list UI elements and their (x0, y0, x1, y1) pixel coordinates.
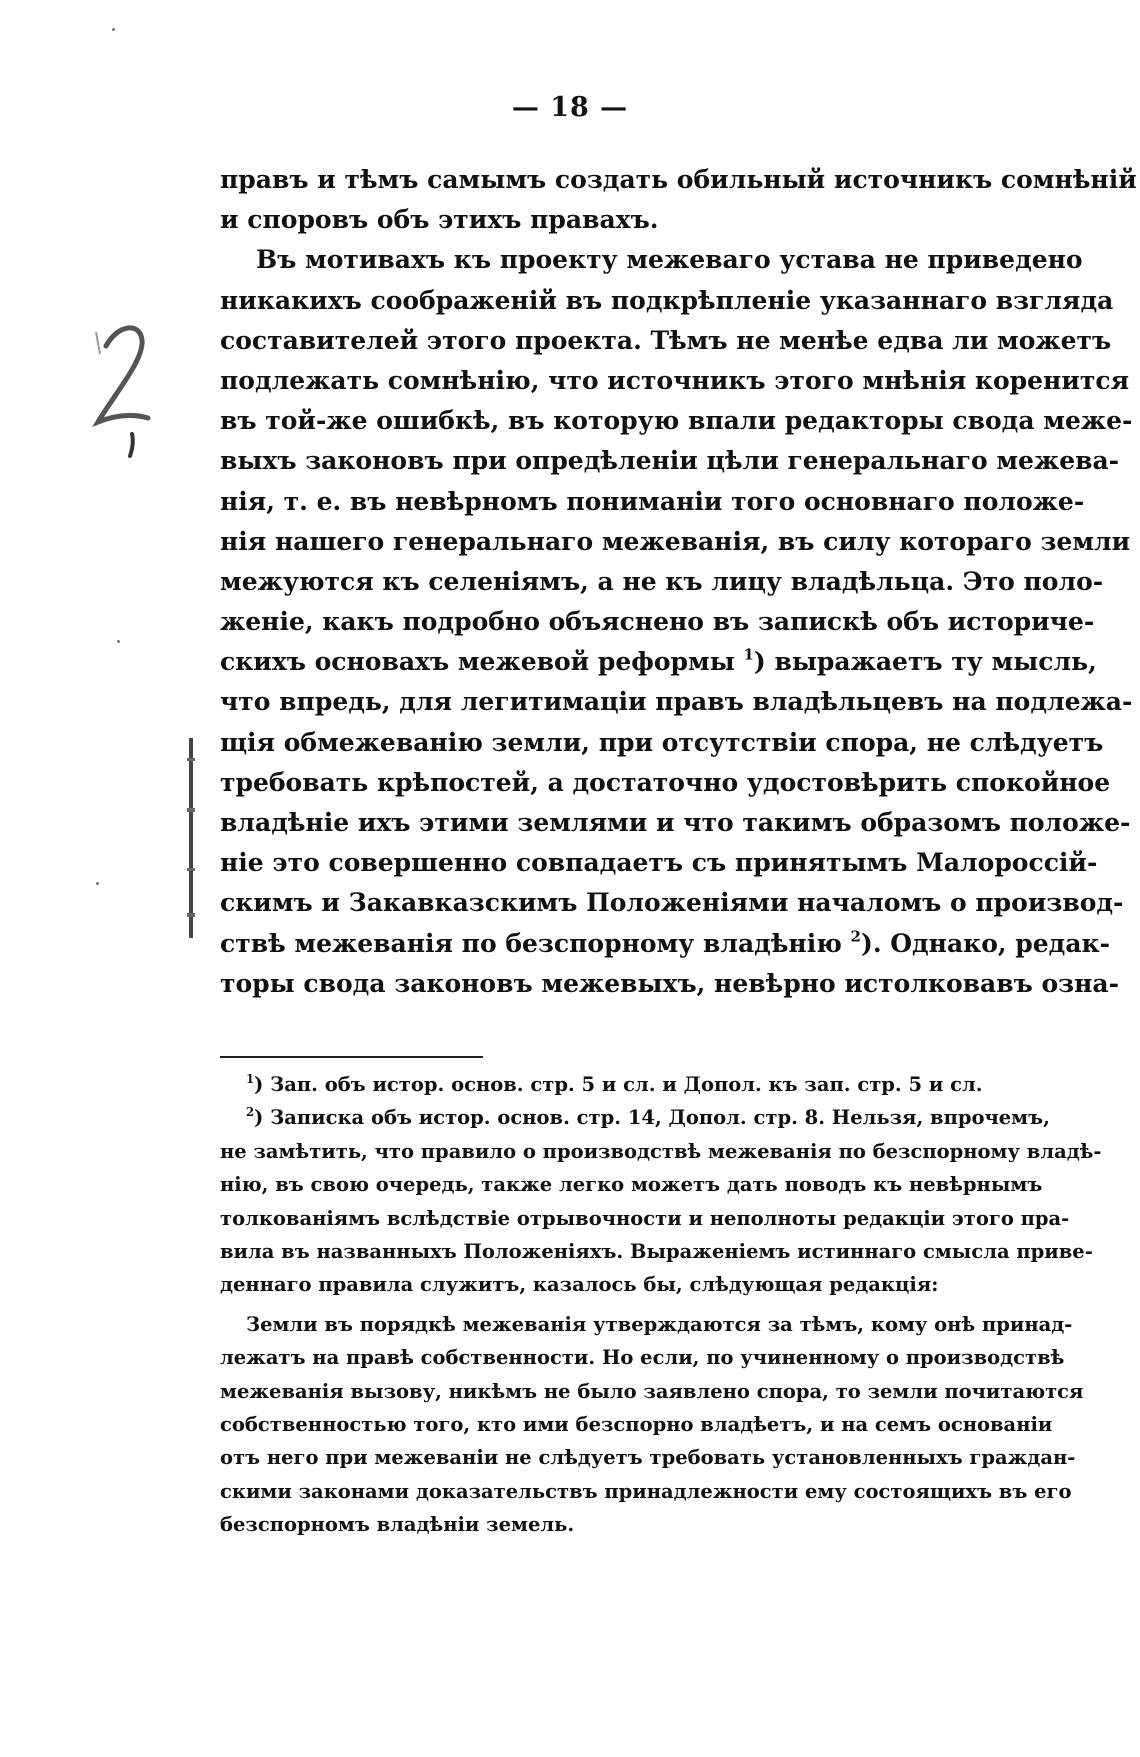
text-line: торы свода законовъ межевыхъ, невѣрно истолковавъ озна- (220, 968, 1119, 998)
text-line: скимъ и Закавказскимъ Положеніями началомъ о производ- (220, 888, 1124, 918)
footnote-line: толкованіямъ вслѣдствіе отрывочности и неполноты редакціи этого пра- (220, 1206, 1070, 1230)
text-line: правъ и тѣмъ самымъ создать обильный источникъ сомнѣній (220, 165, 1137, 194)
text-line: нія, т. е. въ невѣрномъ пониманіи того основнаго положе- (220, 486, 1085, 516)
paper-speck (112, 28, 115, 31)
footnote-line: не замѣтить, что правило о производствѣ межеванія по безспорному владѣ- (220, 1139, 1102, 1163)
text-fragment: выражаетъ ту мысль, (774, 647, 1097, 677)
text-line: женіе, какъ подробно объяснено въ запискѣ объ историче- (220, 607, 1095, 637)
text-line: выхъ законовъ при опредѣленіи цѣли генеральнаго межева- (220, 446, 1120, 476)
page-number: — 18 — (511, 92, 629, 123)
quote-line: Земли въ порядкѣ межеванія утверждаются за тѣмъ, кому онѣ принад- (246, 1312, 1073, 1336)
footnote-2: $^2$) Записка объ истор. основ. стр. 14, Допол. стр. 8. Нельзя, впрочемъ, (246, 1105, 1050, 1130)
text-line: и споровъ объ этихъ правахъ. (220, 205, 659, 235)
quote-line: отъ него при межеваніи не слѣдуетъ требовать установленныхъ граждан- (220, 1446, 1076, 1470)
quote-line: собственностью того, кто ими безспорно владѣетъ, и на семъ основаніи (220, 1412, 1053, 1436)
footnote-ref: 2 (850, 927, 861, 946)
quote-line: безспорномъ владѣніи земель. (220, 1513, 575, 1537)
footnote-line: нію, въ свою очередь, также легко можетъ дать поводъ къ невѣрнымъ (220, 1173, 1043, 1197)
text-line: ніе это совершенно совпадаетъ съ принятымъ Малороссій- (220, 848, 1098, 878)
quote-line: скими законами доказательствъ принадлежности ему состоящихъ въ его (220, 1479, 1072, 1503)
text-fragment: скихъ основахъ межевой реформы (220, 647, 735, 677)
text-line: требовать крѣпостей, а достаточно удостовѣрить спокойное (220, 767, 1111, 797)
quote-line: межеванія вызову, никѣмъ не было заявлено спора, то земли почитаются (220, 1379, 1084, 1403)
margin-stamp-strip (186, 738, 196, 938)
handwritten-pencil-mark (88, 314, 168, 464)
footnote-line: вила въ названныхъ Положеніяхъ. Выраженіемъ истиннаго смысла приве- (220, 1239, 1093, 1263)
text-line: подлежать сомнѣнію, что источникъ этого мнѣнія коренится (220, 365, 1130, 395)
footnote-divider (220, 1056, 483, 1058)
text-fragment: ствѣ межеванія по безспорному владѣнію (220, 928, 842, 958)
text-line: владѣніе ихъ этими землями и что такимъ образомъ положе- (220, 808, 1131, 837)
footnote-1: $^1$) Зап. объ истор. основ. стр. 5 и сл. и Допол. къ зап. стр. 5 и сл. (246, 1071, 983, 1096)
text-line: межуются къ селеніямъ, а не къ лицу владѣльца. Это поло- (220, 566, 1104, 596)
paper-speck (96, 882, 99, 885)
quote-line: лежатъ на правѣ собственности. Но если, по учиненному о производствѣ (220, 1346, 1065, 1370)
text-line: что впредь, для легитимаціи правъ владѣльцевъ на подлежа- (220, 687, 1133, 717)
text-line: въ той-же ошибкѣ, въ которую впали редакторы свода меже- (220, 406, 1133, 436)
text-line: Въ мотивахъ къ проекту межеваго устава не приведено (256, 245, 1083, 275)
footnotes-block (220, 1068, 1102, 1541)
text-line: щія обмежеванію земли, при отсутствіи спора, не слѣдуетъ (220, 727, 1104, 757)
text-line: нія нашего генеральнаго межеванія, въ силу котораго земли (220, 526, 1131, 556)
footnote-line: деннаго правила служитъ, казалось бы, слѣдующая редакція: (220, 1273, 939, 1297)
text-line: составителей этого проекта. Тѣмъ не менѣе едва ли можетъ (220, 325, 1112, 355)
text-line-with-footnote (220, 642, 1097, 682)
text-fragment: ). Однако, редак- (860, 928, 1110, 958)
main-body-text (220, 160, 1137, 1004)
text-line: никакихъ соображеній въ подкрѣпленіе указаннаго взгляда (220, 285, 1114, 315)
text-line-with-footnote (220, 924, 1110, 964)
paper-speck (117, 640, 120, 643)
footnote-ref: $^1$) (743, 645, 766, 677)
